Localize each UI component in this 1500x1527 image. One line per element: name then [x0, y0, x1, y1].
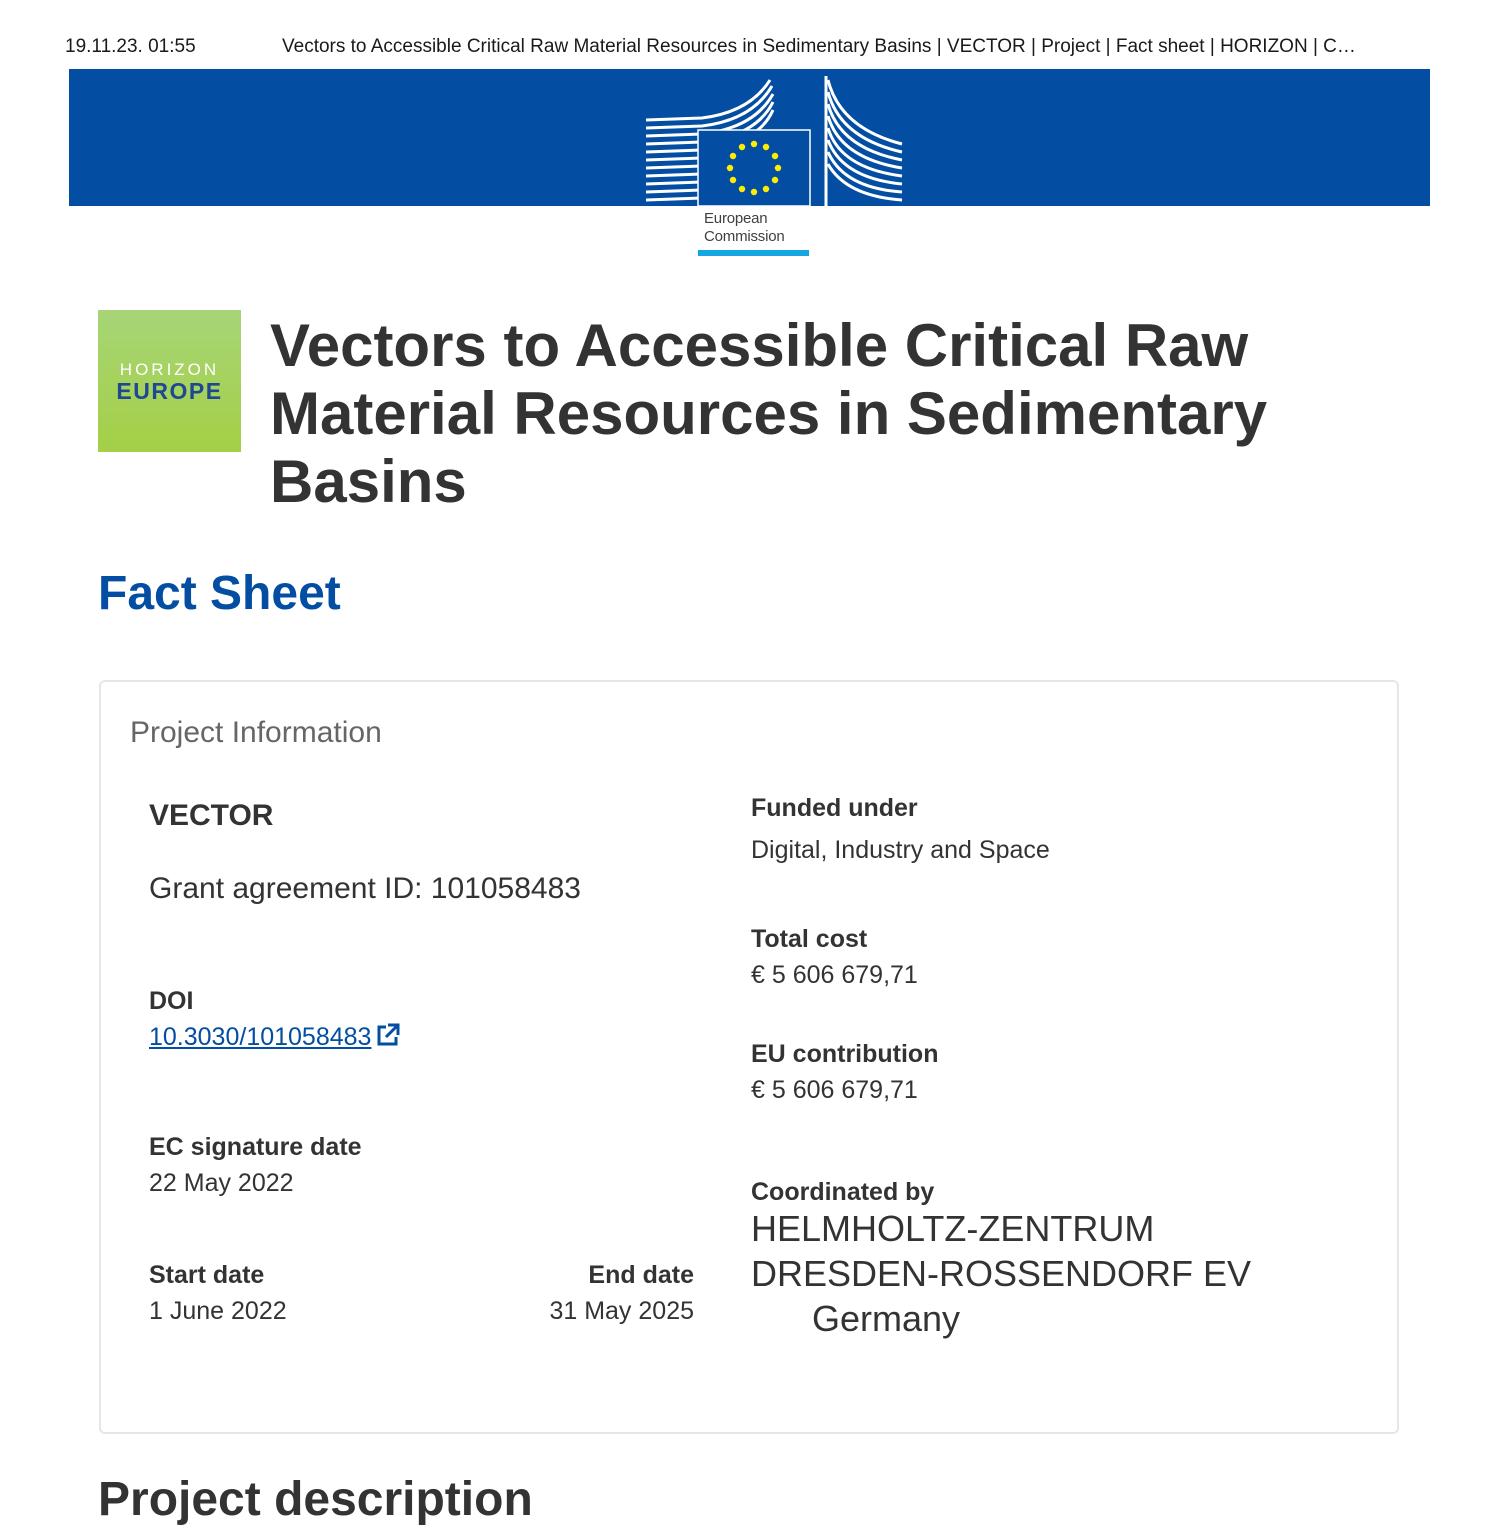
page-title: Vectors to Accessible Critical Raw Material Resources in Sedimentary Basins [270, 312, 1268, 515]
print-header [0, 36, 1500, 62]
funded-under-label: Funded under [751, 794, 918, 822]
grant-agreement-id: Grant agreement ID: 101058483 [149, 872, 581, 905]
external-link-icon[interactable] [375, 1022, 401, 1053]
doi-label: DOI [149, 987, 194, 1015]
start-date-value: 1 June 2022 [149, 1297, 287, 1325]
doi-row [149, 1022, 401, 1053]
project-information-panel [99, 680, 1399, 1434]
project-description-heading: Project description [98, 1473, 533, 1526]
doi-link[interactable]: 10.3030/101058483 [149, 1023, 372, 1051]
coordinator-name-line1: HELMHOLTZ-ZENTRUM [751, 1208, 1155, 1249]
total-cost-value: € 5 606 679,71 [751, 961, 918, 989]
ec-logo-line2: Commission [704, 228, 785, 245]
ec-logo-line1: European [704, 210, 768, 227]
start-date-label: Start date [149, 1261, 265, 1289]
project-acronym: VECTOR [149, 799, 274, 832]
ec-signature-value: 22 May 2022 [149, 1169, 294, 1197]
end-date-value: 31 May 2025 [549, 1297, 694, 1325]
ec-logo-text [704, 210, 785, 246]
ec-building-icon [640, 72, 910, 212]
coordinated-by-label: Coordinated by [751, 1178, 935, 1206]
end-date-label: End date [588, 1261, 694, 1289]
horizon-europe-logo [98, 310, 241, 452]
fact-sheet-heading: Fact Sheet [98, 567, 341, 620]
coordinator-name[interactable] [751, 1206, 1251, 1296]
eu-contribution-label: EU contribution [751, 1040, 939, 1068]
coordinator-name-line2: DRESDEN-ROSSENDORF EV [751, 1253, 1252, 1294]
total-cost-label: Total cost [751, 925, 868, 953]
funded-under-value[interactable]: Digital, Industry and Space [751, 836, 1050, 864]
print-date: 19.11.23. 01:55 [65, 36, 196, 57]
horizon-logo-line1: HORIZON [119, 360, 220, 379]
project-information-title: Project Information [130, 716, 382, 749]
ec-signature-label: EC signature date [149, 1133, 362, 1161]
coordinator-country: Germany [812, 1298, 961, 1339]
horizon-logo-line2: EUROPE [116, 378, 223, 404]
print-page-title: Vectors to Accessible Critical Raw Material Resources in Sedimentary Basins | VECTOR | Project | Fact sheet | HORIZON | C… [282, 36, 1356, 57]
eu-contribution-value: € 5 606 679,71 [751, 1076, 918, 1104]
ec-logo-underline [698, 250, 809, 256]
european-commission-logo [640, 72, 910, 272]
